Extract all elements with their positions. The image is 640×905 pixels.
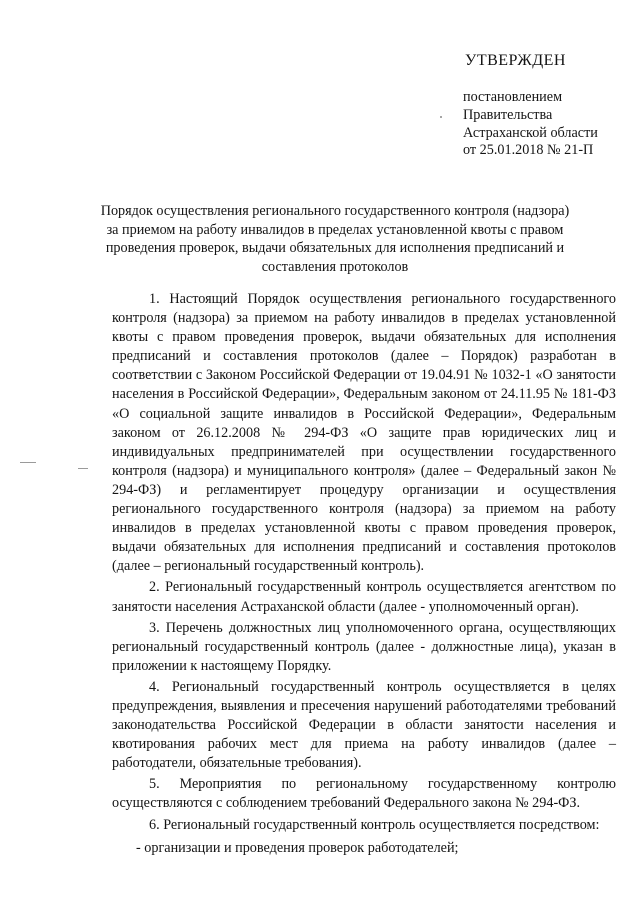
paragraph-4: 4. Региональный государственный контроль осуществляется в целях предупреждения, выявления и пресечения нарушений работодателями требований законодательства Российской Федерации в области занятости населения и квотирования рабочих мест для приема на работу инвалидов (далее – работодатели, обязательные требования). [112, 678, 616, 772]
approval-block [463, 52, 633, 160]
approval-line-date-number: от 25.01.2018 № 21-П [463, 142, 594, 159]
paragraph-1: 1. Настоящий Порядок осуществления регионального государственного контроля (надзора) за приемом на работу инвалидов в пределах установленной квоты с правом проведения проверок, выдачи обязательных для исполнения предписаний и составления протоколов (далее – Порядок) разработан в соответствии с Законом Российской Федерации от 19.04.91 № 1032-1 «О занятости населения в Российской Федерации», Федеральным законом от 24.11.95 № 181-ФЗ «О социальной защите инвалидов в Российской Федерации», Федеральным законом от 26.12.2008 № 294-ФЗ «О защите прав юридических лиц и индивидуальных предпринимателей при осуществлении государственного контроля (надзора) и муниципального контроля» (далее – Федеральный закон № 294-ФЗ) и регламентирует процедуру организации и осуществления регионального государственного контроля (надзора) за приемом на работу инвалидов в пределах установленной квоты с правом проведения проверок, выдачи обязательных для исполнения предписаний и составления протоколов (далее – региональный государственный контроль). [112, 291, 616, 575]
paragraph-2: 2. Региональный государственный контроль осуществляется агентством по занятости населения Астраханской области (далее - уполномоченный орган). [112, 579, 616, 615]
approval-heading: УТВЕРЖДЕН [465, 52, 566, 69]
scan-mark [78, 468, 88, 469]
paragraph-5: 5. Мероприятия по региональному государственному контролю осуществляются с соблюдением требований Федерального закона № 294-ФЗ. [112, 776, 616, 812]
approval-line-decree: постановлением [463, 89, 563, 105]
list-item: - организации и проведения проверок работодателей; [136, 839, 459, 856]
scan-dot [440, 116, 442, 118]
approval-line-region: Астраханской области [463, 124, 598, 141]
scan-mark [20, 462, 36, 463]
paragraph-6: 6. Региональный государственный контроль осуществляется посредством: [149, 816, 600, 833]
document-body [112, 290, 616, 858]
paragraph-3: 3. Перечень должностных лиц уполномоченного органа, осуществляющих региональный государственный контроль (далее - должностные лица), указан в приложении к настоящему Порядку. [112, 619, 616, 674]
document-title: Порядок осуществления регионального государственного контроля (надзора) за приемом на работу инвалидов в пределах установленной квоты с правом проведения проверок, выдачи обязательных для исполнения предписаний и составления протоколов [100, 203, 570, 275]
approval-line-government: Правительства [463, 106, 553, 123]
